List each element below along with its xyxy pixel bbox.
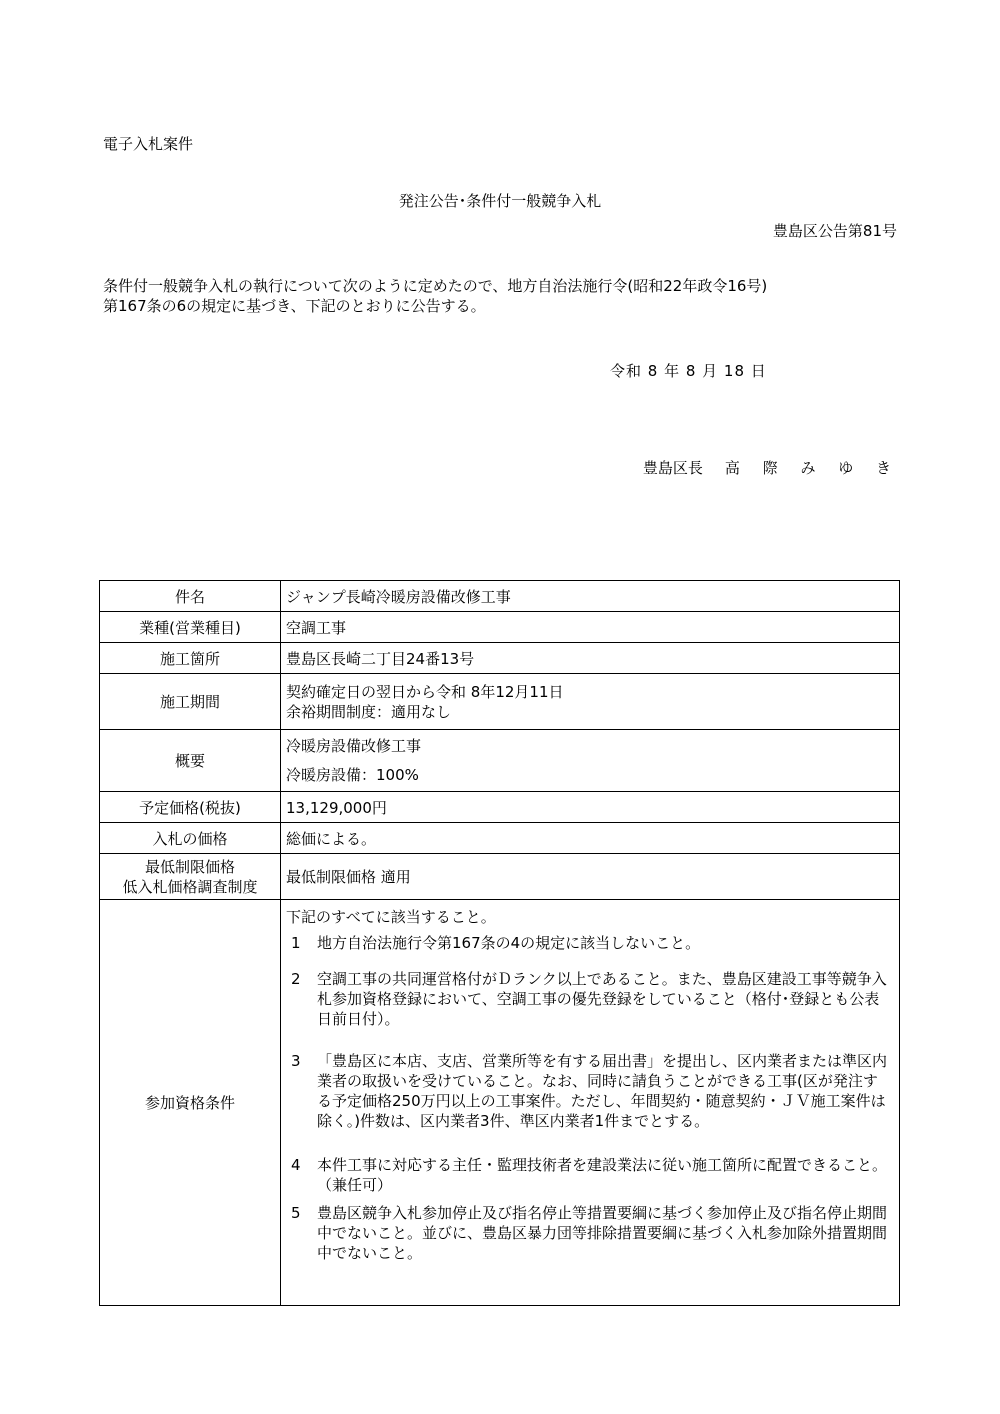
- minimum-value: 最低制限価格 適用: [281, 854, 900, 900]
- bid-label: 入札の価格: [100, 823, 281, 854]
- table-row: [100, 823, 900, 854]
- bid-value: 総価による。: [281, 823, 900, 854]
- period-line-2: 余裕期間制度：適用なし: [286, 702, 452, 721]
- table-row: [100, 900, 900, 1306]
- document-label: 電子入札案件: [103, 135, 194, 153]
- table-row: [100, 643, 900, 674]
- signer-title: 豊島区長: [642, 459, 703, 477]
- minimum-label: [100, 854, 281, 900]
- signer-name: 高 際 み ゆ き: [724, 459, 900, 477]
- summary-line-1: 冷暖房設備改修工事: [286, 736, 422, 755]
- summary-label: 概要: [100, 730, 281, 792]
- minimum-label-2: 低入札価格調査制度: [122, 877, 258, 896]
- summary-value: [281, 730, 900, 792]
- period-line-1: 契約確定日の翌日から令和 8年12月11日: [286, 682, 564, 701]
- document-title: 発注公告･条件付一般競争入札: [398, 192, 602, 210]
- price-value: 13,129,000円: [281, 792, 900, 823]
- item-text: 空調工事の共同運営格付がＤランク以上であること。また、豊島区建設工事等競争入札参加資格登録において、空調工事の優先登録をしていること（格付･登録とも公表日前日付）。: [317, 970, 887, 1028]
- item-number: 3: [291, 1052, 301, 1070]
- notice-number: 豊島区公告第81号: [772, 222, 897, 240]
- item-text: 地方自治法施行令第167条の4の規定に該当しないこと。: [317, 934, 701, 952]
- location-label: 施工箇所: [100, 643, 281, 674]
- item-number: 5: [291, 1204, 301, 1222]
- tender-table: [99, 580, 900, 1306]
- item-text: 豊島区競争入札参加停止及び指名停止等措置要綱に基づく参加停止及び指名停止期間中でないこと。並びに、豊島区暴力団等排除措置要綱に基づく入札参加除外措置期間中でないこと。: [317, 1204, 888, 1262]
- list-item: [291, 933, 894, 953]
- table-row: [100, 581, 900, 612]
- period-value: [281, 674, 900, 730]
- table-row: [100, 854, 900, 900]
- intro-line-2: 第167条の6の規定に基づき、下記のとおりに公告する。: [103, 297, 486, 315]
- intro-line-1: 条件付一般競争入札の執行について次のように定めたので、地方自治法施行令(昭和22年政令16号): [103, 277, 768, 295]
- notice-date: 令和 8 年 8 月 18 日: [610, 362, 767, 380]
- price-label: 予定価格(税抜): [100, 792, 281, 823]
- item-text: 本件工事に対応する主任・監理技術者を建設業法に従い施工箇所に配置できること。（兼任可）: [317, 1156, 888, 1194]
- location-value: 豊島区長崎二丁目24番13号: [281, 643, 900, 674]
- qualification-value: [281, 900, 900, 1306]
- item-number: 1: [291, 934, 301, 952]
- subject-label: 件名: [100, 581, 281, 612]
- subject-value: ジャンプ長崎冷暖房設備改修工事: [281, 581, 900, 612]
- item-number: 4: [291, 1156, 301, 1174]
- minimum-label-1: 最低制限価格: [144, 857, 235, 876]
- table-row: [100, 792, 900, 823]
- table-row: [100, 674, 900, 730]
- qualification-label: 参加資格条件: [100, 900, 281, 1306]
- list-item: [291, 969, 894, 1029]
- item-text: 「豊島区に本店、支店、営業所等を有する届出書」を提出し、区内業者または準区内業者の取扱いを受けていること。なお、同時に請負うことができる工事(区が発注する予定価格250万円以上の工事案件。ただし、年間契約・随意契約・ＪＶ施工案件は除く。)件数は、区内業者3件、準区内業者1件までとする。: [317, 1052, 888, 1130]
- list-item: [291, 1051, 894, 1131]
- category-label: 業種(営業種目): [100, 612, 281, 643]
- intro-paragraph: [103, 276, 903, 316]
- list-item: [291, 1155, 894, 1195]
- table-row: [100, 730, 900, 792]
- list-item: [291, 1203, 894, 1263]
- category-value: 空調工事: [281, 612, 900, 643]
- period-label: 施工期間: [100, 674, 281, 730]
- summary-line-2: 冷暖房設備：100%: [286, 765, 419, 784]
- table-row: [100, 612, 900, 643]
- signer: [643, 457, 900, 478]
- item-number: 2: [291, 970, 301, 988]
- qualification-head: 下記のすべてに該当すること。: [286, 908, 496, 926]
